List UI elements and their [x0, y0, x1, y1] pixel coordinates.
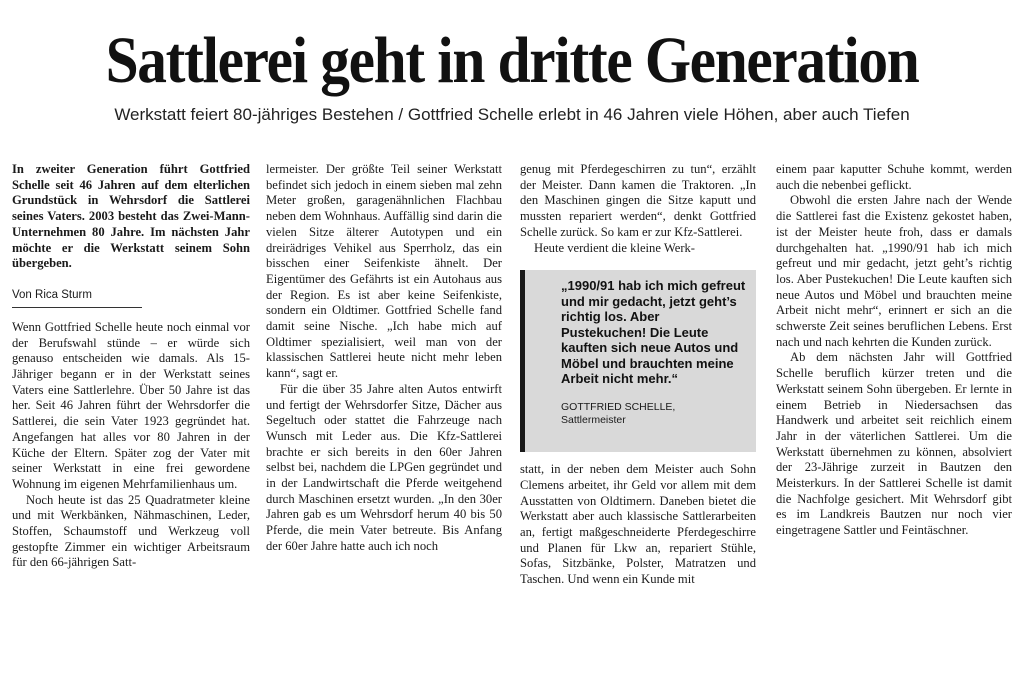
body-paragraph: Für die über 35 Jahre alten Autos entwirft und fertigt der Wehrsdorfer Sitze, Dächer aus Segeltuch oder stattet die Fahrzeuge nach Wunsch mit Leder aus. Die Kfz-Sattlerei brachte er sich bereits in den 60er Jahren selbst bei, nachdem die LPGen gegründet und in der Landwirtschaft die Pferde weitgehend durch Maschinen ersetzt wurden. „In den 30er Jahren gab es um Wehrsdorf herum 40 bis 50 Pferde, die mein Vater betreute. Bis Anfang der 60er Jahre hatte auch ich noch [266, 381, 502, 553]
pull-quote-role: Sattlermeister [561, 413, 626, 426]
column-1 [12, 162, 250, 571]
byline: Von Rica Sturm [12, 288, 142, 308]
body-paragraph: Ab dem nächsten Jahr will Gottfried Schelle beruflich kürzer treten und die Werkstatt seinem Sohn übergeben. Er lernte in einem Betrieb in Niedersachsen das Handwerk und arbeitet seit reichlich einem Jahr in der väterlichen Sattlerei. Um die Werkstatt übernehmen zu können, absolviert der 23-Jährige zurzeit in Bautzen den Meisterkurs. In der Sattlerei Schelle ist damit die Nachfolge gesichert. Mit Wehrsdorf gibt es im Landkreis Bautzen nur noch vier eingetragene Sattler und Feintäschner. [776, 350, 1012, 538]
article-headline: Sattlerei geht in dritte Generation [105, 24, 919, 97]
pull-quote [520, 270, 756, 452]
body-paragraph: genug mit Pferdegeschirren zu tun“, erzählt der Meister. Dann kamen die Traktoren. „In den Maschinen gingen die Sitze kaputt und mussten repariert werden“, denkt Gottfried Schelle zurück. So kam er zur Kfz-Sattlerei. [520, 162, 756, 239]
pull-quote-text: „1990/91 hab ich mich gefreut und mir gedacht, jetzt geht’s richtig los. Aber Pustekuchen! Die Leute kauften sich neue Autos und Möbel und brauchten meine Arbeit nicht mehr.“ [561, 278, 746, 387]
body-paragraph: Heute verdient die kleine Werk- [534, 240, 696, 255]
column-2 [266, 162, 502, 555]
pull-quote-name: GOTTFRIED SCHELLE, [561, 400, 676, 413]
body-paragraph: lermeister. Der größte Teil seiner Werkstatt befindet sich jedoch in einem sieben mal zehn Meter großen, garagenähnlichen Flachbau neben dem Wohnhaus. Auffällig sind darin die vielen Sitze älterer Autotypen und ein dreirädriges Vehikel aus Sperrholz, das ein bisschen einer Seifenkiste ähnelt. Der Eigentümer des Gefährts ist ein Autohaus aus der Region. Es ist aber keine Seifenkiste, sondern ein Oldtimer. Gottfried Schelle fand damit seine Nische. „Ich habe mich auf Oldtimer spezialisiert, weil man von der klassischen Sattlerei heute nicht mehr leben kann“, sagt er. [266, 162, 502, 381]
body-paragraph: Noch heute ist das 25 Quadratmeter kleine und mit Werkbänken, Nähmaschinen, Leder, Stoffen, Schaumstoff und Werkzeug voll gestopfte Zimmer ein wichtiger Arbeitsraum für den 66-jährigen Satt- [12, 492, 250, 570]
article-subhead: Werkstatt feiert 80-jähriges Bestehen / Gottfried Schelle erlebt in 46 Jahren viele Höhen, aber auch Tiefen [114, 105, 910, 124]
body-paragraph: einem paar kaputter Schuhe kommt, werden auch die nebenbei geflickt. [776, 162, 1012, 192]
column-3 [520, 162, 756, 588]
body-paragraph: Obwohl die ersten Jahre nach der Wende die Sattlerei fast die Existenz gekostet haben, ist der Meister heute froh, dass er damals durchgehalten hat. „1990/91 hab ich mich gefreut und mir gedacht, jetzt geht’s richtig los. Aber Pustekuchen! Die Leute kauften sich neue Autos und Möbel und brauchten meine Arbeit nicht mehr“, erinnert er sich an die schwerste Zeit seines beruflichen Lebens. Erst nach und nach kehrten die Kunden zurück. [776, 193, 1012, 349]
body-paragraph: Wenn Gottfried Schelle heute noch einmal vor der Berufswahl stünde – er würde sich genauso entscheiden wie damals. Als 15-Jähriger begann er in der Werkstatt seines Vaters eine Sattlerlehre. Über 50 Jahre ist das her. Seit 46 Jahren führt der Wehrsdorfer die Sattlerei, die sein Vater 1923 gegründet hat. Angefangen hat alles vor 80 Jahren in der Küche der Eltern. Später zog der Vater mit seiner Werkstatt in eine frei gewordene Wohnung im eigenen Mehrfamilienhaus um. [12, 319, 250, 491]
article-lead: In zweiter Generation führt Gottfried Schelle seit 46 Jahren auf dem elterlichen Grundstück in Wehrsdorf die Sattlerei seines Vaters. 2003 besteht das Zwei-Mann-Unternehmen 80 Jahre. Im nächsten Jahr möchte er die Werkstatt seinem Sohn übergeben. [12, 162, 250, 271]
body-paragraph: statt, in der neben dem Meister auch Sohn Clemens arbeitet, ihr Geld vor allem mit dem Ausstatten von Oldtimern. Daneben bietet die Werkstatt aber auch klassische Sattlerarbeiten an, fertigt maßgeschneiderte Pferdegeschirre und Planen für Lkw an, repariert Stühle, Sofas, Sitzbänke, Polster, Matratzen und Taschen. Und wenn ein Kunde mit [520, 462, 756, 587]
column-4 [776, 162, 1012, 539]
